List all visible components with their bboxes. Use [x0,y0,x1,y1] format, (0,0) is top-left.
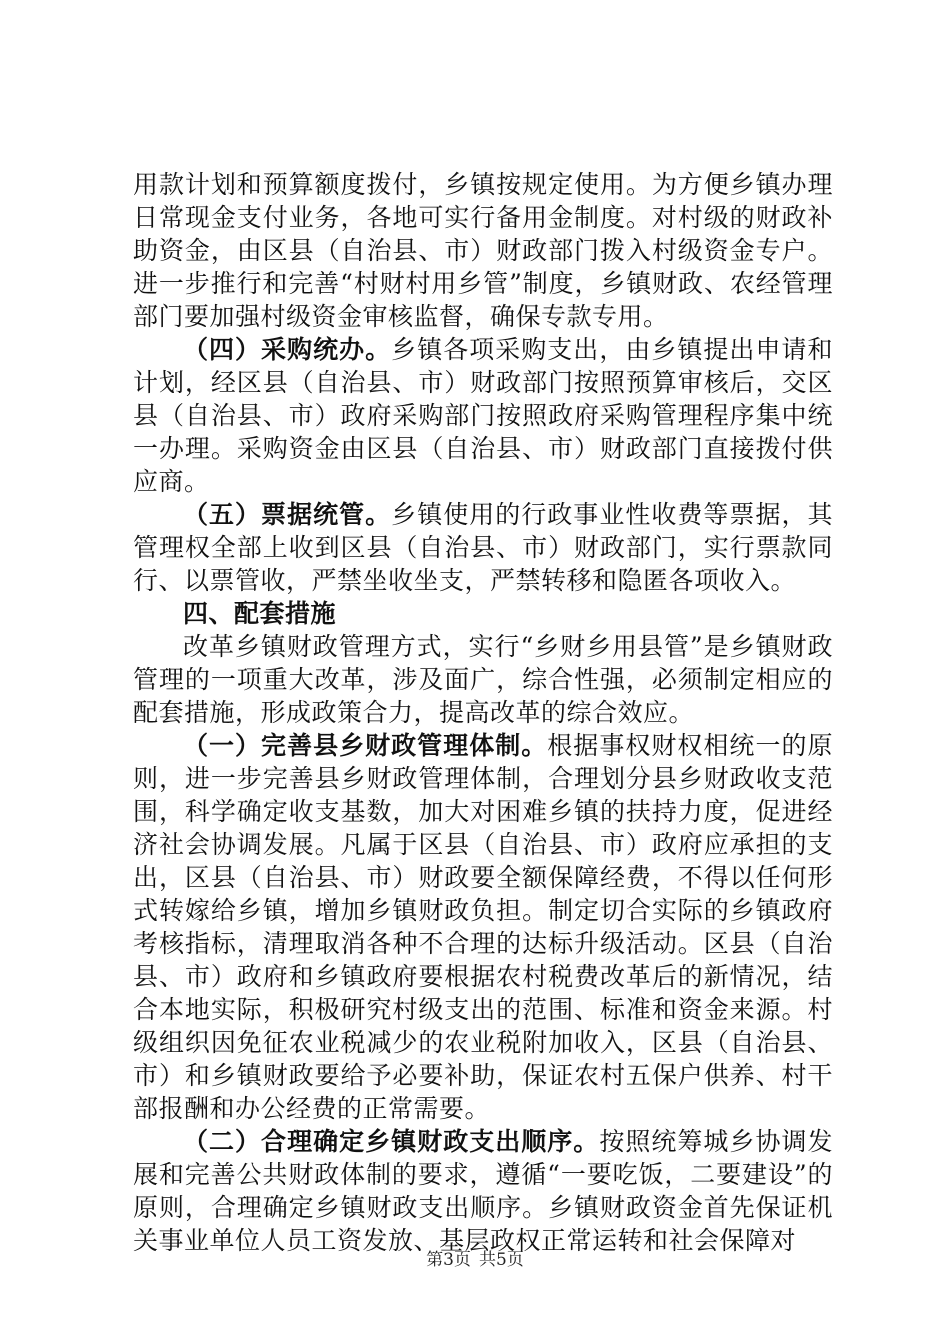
paragraph-7-heading: （二）合理确定乡镇财政支出顺序。 [183,1127,600,1156]
paragraph-5-text: 改革乡镇财政管理方式，实行“乡财乡用县管”是乡镇财政管理的一项重大改革，涉及面广，综合性强，必须制定相应的配套措施，形成政策合力，提高改革的综合效应。 [133,632,833,727]
section-heading-text: 四、配套措施 [183,599,337,628]
paragraph-6-heading: （一）完善县乡财政管理体制。 [183,731,548,760]
paragraph-1-text: 用款计划和预算额度拨付，乡镇按规定使用。为方便乡镇办理日常现金支付业务，各地可实行备用金制度。对村级的财政补助资金，由区县（自治县、市）财政部门拨入村级资金专户。进一步推行和完善“村财村用乡管”制度，乡镇财政、农经管理部门要加强村级资金审核监督，确保专款专用。 [133,170,833,331]
paragraph-6-text: 根据事权财权相统一的原则，进一步完善县乡财政管理体制，合理划分县乡财政收支范围，科学确定收支基数，加大对困难乡镇的扶持力度，促进经济社会协调发展。凡属于区县（自治县、市）政府应承担的支出，区县（自治县、市）财政要全额保障经费，不得以任何形式转嫁给乡镇，增加乡镇财政负担。制定切合实际的乡镇政府考核指标，清理取消各种不合理的达标升级活动。区县（自治县、市）政府和乡镇政府要根据农村税费改革后的新情况，结合本地实际，积极研究村级支出的范围、标准和资金来源。村级组织因免征农业税减少的农业税附加收入，区县（自治县、市）和乡镇财政要给予必要补助，保证农村五保户供养、村干部报酬和办公经费的正常需要。 [133,731,833,1123]
page-footer [0,1245,950,1270]
section-heading [133,597,833,630]
paragraph-7-text: 按照统筹城乡协调发展和完善公共财政体制的要求，遵循“一要吃饭，二要建设”的原则，合理确定乡镇财政支出顺序。乡镇财政资金首先保证机关事业单位人员工资发放、基层政权正常运转和社会保障对 [133,1127,833,1255]
paragraph-3-heading: （五）票据统管。 [183,500,392,529]
paragraph-6 [133,729,833,1125]
paragraph-2-text: 乡镇各项采购支出，由乡镇提出申请和计划，经区县（自治县、市）财政部门按照预算审核后，交区县（自治县、市）政府采购部门按照政府采购管理程序集中统一办理。采购资金由区县（自治县、市）财政部门直接拨付供应商。 [133,335,833,496]
paragraph-7 [133,1125,833,1257]
page-number: 第3页 [426,1250,471,1270]
paragraph-2-heading: （四）采购统办。 [183,335,392,364]
paragraph-1 [133,168,833,333]
paragraph-5 [133,630,833,729]
document-body [133,168,833,1257]
paragraph-3-text: 乡镇使用的行政事业性收费等票据，其管理权全部上收到区县（自治县、市）财政部门，实行票款同行、以票管收，严禁坐收坐支，严禁转移和隐匿各项收入。 [133,500,833,595]
paragraph-3 [133,498,833,597]
paragraph-2 [133,333,833,498]
page-total: 共5页 [479,1250,524,1270]
